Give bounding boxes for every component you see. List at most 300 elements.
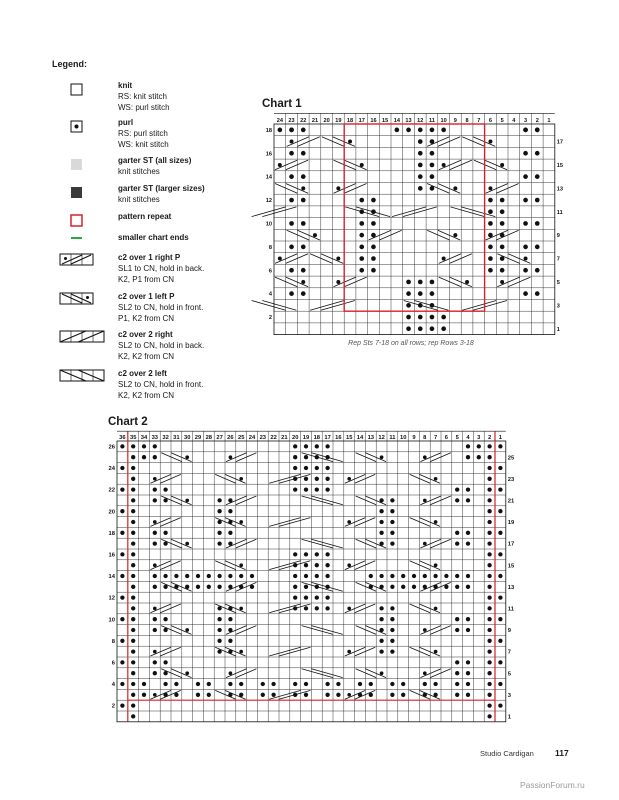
purl-dot — [315, 444, 319, 448]
purl-dot — [131, 671, 135, 675]
purl-dot — [301, 291, 306, 296]
purl-dot — [535, 128, 540, 133]
cable-stroke — [150, 518, 171, 527]
cable-stroke — [419, 604, 440, 613]
purl-dot — [301, 186, 305, 190]
cable-stroke — [321, 301, 355, 311]
cable-stroke — [226, 669, 247, 678]
purl-dot — [535, 198, 540, 203]
stitch-number: 16 — [370, 118, 377, 124]
row-number: 7 — [507, 649, 512, 656]
cable-stroke — [345, 561, 366, 570]
purl-dot — [418, 186, 423, 191]
cable-stroke — [171, 582, 192, 591]
purl-dot — [153, 487, 157, 491]
purl-dot — [523, 291, 528, 296]
legend-line: WS: knit stitch — [118, 140, 169, 149]
row-number: 6 — [111, 660, 115, 667]
purl-dot — [336, 186, 340, 190]
purl-dot — [371, 221, 376, 226]
purl-dot — [185, 455, 189, 459]
purl-dot — [163, 585, 167, 589]
purl-dot — [466, 585, 470, 589]
legend-symbol-green-line — [60, 232, 110, 252]
legend-symbol-cable-4-right — [60, 329, 110, 349]
purl-dot — [196, 574, 200, 578]
purl-dot — [228, 585, 232, 589]
cable-stroke — [269, 474, 300, 483]
cable-stroke — [345, 474, 366, 483]
purl-dot — [500, 256, 505, 261]
purl-dot — [466, 455, 470, 459]
legend-name: c2 over 2 left — [118, 369, 167, 378]
purl-dot — [325, 444, 329, 448]
purl-dot — [455, 531, 459, 535]
purl-dot — [196, 585, 200, 589]
purl-dot — [217, 649, 221, 653]
purl-dot — [301, 151, 306, 156]
cable-stroke — [150, 561, 171, 570]
purl-dot — [466, 671, 470, 675]
purl-dot — [131, 563, 135, 567]
cable-stroke — [462, 301, 496, 311]
cable-stroke — [355, 474, 376, 483]
purl-dot — [293, 693, 297, 697]
purl-dot — [120, 487, 124, 491]
purl-dot — [120, 574, 124, 578]
purl-dot — [325, 682, 329, 686]
stitch-number: 9 — [453, 118, 457, 124]
purl-dot — [301, 245, 306, 250]
cable-stroke — [439, 277, 461, 287]
purl-dot — [498, 660, 502, 664]
cable-stroke — [430, 626, 451, 635]
purl-dot — [466, 660, 470, 664]
purl-dot — [487, 617, 491, 621]
purl-dot — [359, 256, 364, 261]
purl-dot — [423, 574, 427, 578]
stitch-number: 2 — [487, 435, 492, 441]
purl-dot — [423, 585, 427, 589]
stitch-number: 31 — [173, 435, 180, 441]
purl-dot — [207, 693, 211, 697]
cable-stroke — [497, 277, 519, 287]
row-number: 2 — [268, 315, 272, 322]
purl-dot — [418, 151, 423, 156]
purl-dot — [498, 552, 502, 556]
cable-stroke — [160, 647, 181, 656]
purl-dot — [207, 574, 211, 578]
purl-dot — [239, 520, 243, 524]
purl-dot — [289, 291, 294, 296]
purl-dot — [153, 585, 157, 589]
purl-dot — [153, 628, 157, 632]
purl-dot — [359, 221, 364, 226]
row-number: 8 — [268, 244, 272, 251]
purl-dot — [466, 628, 470, 632]
purl-dot — [390, 498, 394, 502]
purl-dot — [293, 477, 297, 481]
purl-dot — [488, 233, 492, 237]
purl-dot — [487, 466, 491, 470]
purl-dot — [142, 693, 146, 697]
legend-text-purl — [118, 117, 268, 150]
purl-dot — [401, 693, 405, 697]
stitch-number: 3 — [477, 435, 481, 441]
purl-dot — [359, 209, 364, 214]
purl-dot — [347, 520, 351, 524]
legend-symbol-dot-square — [60, 117, 110, 137]
cable-stroke — [430, 582, 451, 591]
stitch-number: 10 — [440, 118, 447, 124]
stitch-number: 17 — [324, 435, 331, 441]
row-number: 15 — [556, 162, 564, 169]
cable-stroke — [344, 184, 366, 194]
chart2-drawing — [109, 431, 515, 722]
purl-dot — [390, 520, 394, 524]
purl-dot — [293, 552, 297, 556]
cable-stroke — [160, 474, 181, 483]
cable-stroke — [286, 184, 308, 194]
purl-dot — [228, 693, 232, 697]
cable-stroke — [344, 277, 366, 287]
purl-dot — [131, 595, 135, 599]
purl-dot — [239, 650, 243, 654]
cable-stroke — [427, 184, 449, 194]
purl-dot — [304, 487, 308, 491]
cable-stroke — [225, 518, 246, 527]
legend-text-repeat — [118, 211, 268, 222]
row-number: 9 — [556, 233, 560, 240]
purl-dot — [163, 531, 167, 535]
stitch-number: 8 — [465, 118, 469, 124]
stitch-number: 17 — [358, 118, 365, 124]
cable-stroke — [485, 160, 507, 170]
purl-dot — [304, 466, 308, 470]
stitch-number: 6 — [444, 435, 449, 441]
purl-dot — [524, 257, 528, 261]
cable-stroke — [225, 604, 246, 613]
row-number: 17 — [507, 541, 515, 548]
legend-name: smaller chart ends — [118, 233, 189, 242]
cable-stroke — [365, 669, 386, 678]
purl-dot — [174, 693, 178, 697]
row-number: 15 — [507, 563, 515, 570]
cable-stroke — [160, 604, 181, 613]
cable-stroke — [404, 301, 438, 311]
purl-dot — [293, 487, 297, 491]
row-number: 8 — [111, 638, 115, 645]
cable-stroke — [410, 690, 431, 699]
legend-name: knit — [118, 81, 133, 90]
stitch-number: 7 — [477, 118, 481, 124]
purl-dot — [487, 520, 491, 524]
purl-dot — [239, 607, 243, 611]
purl-dot — [131, 585, 135, 589]
purl-dot — [371, 256, 376, 261]
purl-dot — [487, 498, 491, 502]
purl-dot — [239, 693, 243, 697]
stitch-number: 16 — [335, 435, 342, 441]
purl-dot — [325, 595, 329, 599]
purl-dot — [120, 703, 124, 707]
purl-dot — [418, 128, 423, 133]
purl-dot — [430, 315, 435, 320]
legend-line: K2, P1 from CN — [118, 275, 175, 284]
purl-dot — [371, 233, 376, 238]
purl-dot — [336, 280, 340, 284]
cable-stroke — [322, 137, 344, 147]
cable-stroke — [427, 137, 449, 147]
purl-dot — [347, 477, 351, 481]
purl-dot — [369, 574, 373, 578]
purl-dot — [498, 574, 502, 578]
legend-symbol-gray-square — [60, 155, 110, 175]
legend-item-knit — [60, 80, 260, 120]
cable-stroke — [279, 604, 310, 613]
legend-name: garter ST (larger sizes) — [118, 184, 205, 193]
cable-stroke — [269, 561, 300, 570]
cable-stroke — [236, 582, 257, 591]
purl-dot — [131, 703, 135, 707]
page-number: 117 — [555, 748, 569, 758]
row-number: 21 — [507, 498, 515, 505]
legend-item-c2o1lp — [60, 291, 260, 331]
cable-stroke — [236, 496, 257, 505]
purl-dot — [301, 128, 306, 133]
row-number: 11 — [556, 209, 563, 216]
cable-stroke — [356, 496, 377, 505]
purl-dot — [315, 563, 319, 567]
purl-dot — [380, 499, 384, 503]
purl-dot — [239, 574, 243, 578]
row-number: 23 — [507, 476, 515, 483]
purl-dot — [131, 639, 135, 643]
cable-stroke — [450, 254, 472, 264]
purl-dot — [153, 617, 157, 621]
purl-dot — [423, 628, 427, 632]
purl-dot — [336, 257, 340, 261]
purl-dot — [228, 541, 232, 545]
purl-dot — [487, 455, 491, 459]
purl-dot — [535, 174, 540, 179]
purl-dot — [142, 682, 146, 686]
purl-dot — [379, 520, 383, 524]
purl-dot — [406, 303, 411, 308]
purl-dot — [418, 280, 423, 285]
purl-dot — [325, 487, 329, 491]
cable-stroke — [410, 561, 431, 570]
legend-text-c2o1rp — [118, 252, 268, 285]
purl-dot — [153, 660, 157, 664]
purl-dot — [174, 682, 178, 686]
cable-stroke — [334, 184, 356, 194]
legend-text-smaller — [118, 232, 268, 243]
purl-dot — [434, 693, 438, 697]
purl-dot — [455, 487, 459, 491]
purl-dot — [430, 128, 435, 133]
cable-stroke — [356, 207, 390, 217]
stitch-number: 19 — [335, 118, 342, 124]
purl-dot — [131, 531, 135, 535]
purl-dot — [441, 128, 446, 133]
row-number: 11 — [507, 606, 514, 613]
purl-dot — [142, 444, 146, 448]
cable-stroke — [161, 496, 182, 505]
cable-stroke — [275, 160, 297, 170]
row-number: 12 — [108, 595, 115, 602]
purl-dot — [228, 617, 232, 621]
purl-dot — [477, 444, 481, 448]
purl-dot — [304, 455, 308, 459]
cable-stroke — [356, 453, 377, 462]
cable-stroke — [333, 137, 355, 147]
purl-dot — [488, 256, 493, 261]
cable-stroke — [345, 604, 366, 613]
purl-dot — [304, 563, 308, 567]
purl-dot — [261, 682, 265, 686]
row-number: 10 — [265, 221, 272, 228]
cable-stroke — [225, 690, 246, 699]
purl-dot — [390, 574, 394, 578]
purl-dot — [523, 128, 528, 133]
cable-stroke — [365, 496, 386, 505]
purl-dot — [153, 520, 157, 524]
stitch-number: 14 — [356, 435, 364, 441]
cable-stroke — [419, 474, 440, 483]
purl-dot — [379, 531, 383, 535]
cable-stroke — [486, 184, 508, 194]
legend-name: c2 over 1 right P — [118, 253, 181, 262]
purl-dot — [455, 671, 459, 675]
purl-dot — [523, 198, 528, 203]
stitch-number: 29 — [194, 435, 202, 441]
purl-dot — [498, 682, 502, 686]
purl-dot — [358, 693, 362, 697]
purl-dot — [466, 444, 470, 448]
purl-dot — [120, 552, 124, 556]
purl-dot — [455, 574, 459, 578]
purl-dot — [418, 163, 423, 168]
row-number: 16 — [108, 552, 115, 559]
purl-dot — [131, 541, 135, 545]
stitch-number: 13 — [367, 435, 375, 441]
purl-dot — [379, 628, 383, 632]
cable-stroke — [279, 690, 310, 699]
purl-dot — [523, 128, 528, 133]
purl-dot — [498, 466, 502, 470]
cable-stroke — [302, 582, 333, 591]
stitch-number: 21 — [311, 118, 319, 124]
purl-dot — [153, 563, 157, 567]
purl-dot — [217, 498, 221, 502]
purl-dot — [430, 163, 435, 168]
purl-dot — [442, 257, 446, 261]
purl-dot — [477, 455, 481, 459]
purl-dot — [207, 682, 211, 686]
purl-dot — [498, 487, 502, 491]
purl-dot — [500, 233, 505, 238]
cable-stroke — [279, 561, 310, 570]
stitch-number: 13 — [405, 118, 412, 124]
purl-dot — [379, 585, 383, 589]
purl-dot — [153, 498, 157, 502]
cable-stroke — [215, 474, 236, 483]
stitch-number: 19 — [302, 435, 310, 441]
purl-dot — [487, 509, 491, 513]
cable-stroke — [279, 518, 310, 527]
purl-dot — [379, 606, 383, 610]
purl-dot — [418, 303, 423, 308]
purl-dot — [278, 128, 283, 133]
stitch-number: 10 — [399, 435, 407, 441]
purl-dot — [163, 498, 167, 502]
purl-dot — [185, 542, 189, 546]
purl-dot — [217, 541, 221, 545]
row-number: 16 — [265, 151, 272, 158]
purl-dot — [301, 268, 306, 273]
stitch-number: 20 — [323, 118, 330, 124]
purl-dot — [315, 477, 319, 481]
cable-stroke — [269, 518, 300, 527]
purl-dot — [315, 466, 319, 470]
purl-dot — [434, 477, 438, 481]
purl-dot — [315, 585, 319, 589]
purl-dot — [278, 257, 282, 261]
row-number: 5 — [556, 279, 560, 286]
purl-dot — [401, 682, 405, 686]
purl-dot — [487, 585, 491, 589]
purl-dot — [313, 233, 317, 237]
cable-stroke — [297, 230, 319, 240]
cable-stroke — [310, 254, 332, 264]
legend-line: RS: knit stitch — [118, 92, 167, 101]
purl-dot — [380, 542, 384, 546]
purl-dot — [315, 606, 319, 610]
cable-stroke — [414, 301, 448, 311]
cable-stroke — [496, 230, 518, 240]
stitch-number: 12 — [378, 435, 385, 441]
legend-text-garter_larger — [118, 183, 268, 205]
cable-stroke — [410, 518, 431, 527]
stitch-number: 32 — [162, 435, 169, 441]
purl-dot — [488, 233, 493, 238]
cable-stroke — [225, 647, 246, 656]
purl-dot — [498, 639, 502, 643]
cable-stroke — [420, 496, 441, 505]
cable-stroke — [297, 137, 319, 147]
cable-stroke — [420, 453, 441, 462]
cable-stroke — [430, 539, 451, 548]
stitch-number: 1 — [498, 435, 503, 441]
cable-stroke — [430, 669, 451, 678]
purl-dot — [434, 563, 438, 567]
stitch-number: 4 — [466, 435, 470, 441]
cable-stroke — [311, 496, 342, 505]
purl-dot — [301, 198, 306, 203]
row-number: 4 — [268, 291, 272, 298]
purl-dot — [185, 585, 189, 589]
pattern-repeat-box — [344, 124, 484, 311]
cable-stroke — [365, 582, 386, 591]
purl-dot — [487, 649, 491, 653]
purl-dot — [406, 291, 411, 296]
watermark: PassionForum.ru — [520, 780, 585, 790]
purl-dot — [131, 498, 135, 502]
purl-dot — [131, 487, 135, 491]
purl-dot — [412, 574, 416, 578]
cable-stroke — [461, 207, 495, 217]
